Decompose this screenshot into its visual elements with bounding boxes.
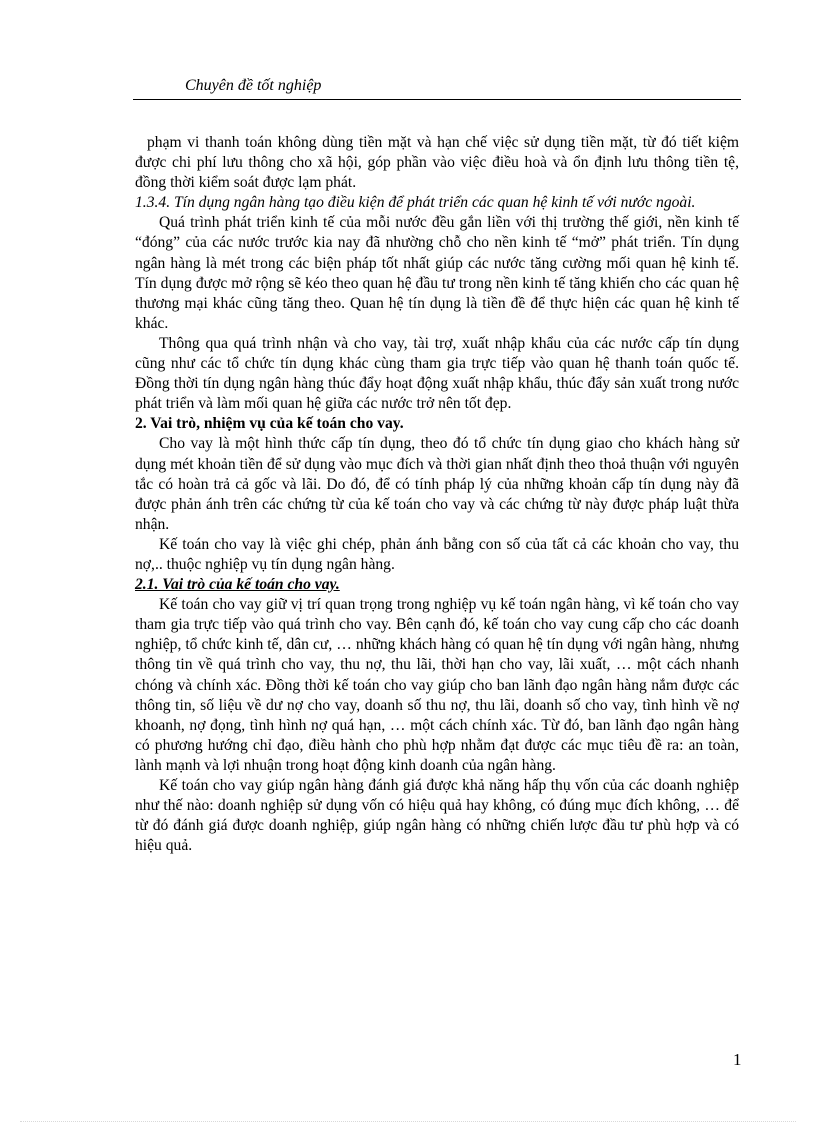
paragraph: Quá trình phát triển kinh tế của mỗi nước đều gắn liền với thị trường thế giới, nền kinh tế “đóng” của các nước trước kia nay đã nhường chỗ cho nền kinh tế “mở” phát triển. Tín dụng ngân hàng là mét trong các biện pháp tốt nhất giúp các nước tăng cường mối quan hệ kinh tế. Tín dụng được mở rộng sẽ kéo theo quan hệ đầu tư trong nền kinh tế tăng khiến cho các quan hệ thương mại khác cũng tăng theo. Quan hệ tín dụng là tiền đề để thực hiện các quan hệ kinh tế khác. <box>135 214 739 332</box>
page-number: 1 <box>733 1050 742 1069</box>
paragraph: Thông qua quá trình nhận và cho vay, tài trợ, xuất nhập khẩu của các nước cấp tín dụng cũng như các tổ chức tín dụng khác cùng tham gia trực tiếp vào quan hệ thanh toán quốc tế. Đồng thời tín dụng ngân hàng thúc đẩy hoạt động xuất nhập khẩu, thúc đẩy sản xuất trong nước phát triển và làm mối quan hệ giữa các nước trở nên tốt đẹp. <box>135 334 739 413</box>
paragraph: Kế toán cho vay giúp ngân hàng đánh giá được khả năng hấp thụ vốn của các doanh nghiệp như thế nào: doanh nghiệp sử dụng vốn có hiệu quả hay không, có đúng mục đích không, … để từ đó đánh giá được doanh nghiệp, giúp ngân hàng có những chiến lược đầu tư phù hợp và có hiệu quả. <box>135 777 739 855</box>
header-rule <box>133 99 741 100</box>
paragraph: Kế toán cho vay giữ vị trí quan trọng trong nghiệp vụ kế toán ngân hàng, vì kế toán cho vay tham gia trực tiếp vào quá trình cho vay. Bên cạnh đó, kế toán cho vay cung cấp cho các doanh nghiệp, tổ chức kinh tế, dân cư, … những khách hàng có quan hệ tín dụng với ngân hàng, nhưng thông tin về quá trình cho vay, thu nợ, thu lãi, thời hạn cho vay, lãi xuất, … một cách nhanh chóng và chính xác. Đồng thời kế toán cho vay giúp cho ban lãnh đạo ngân hàng nắm được các thông tin, số liệu về dư nợ cho vay, doanh số thu nợ, thu lãi, doanh số cho vay, tình hình về nợ khoanh, nợ đọng, tình hình nợ quá hạn, … một cách chính xác. Từ đó, ban lãnh đạo ngân hàng có phương hướng chỉ đạo, điều hành cho phù hợp nhằm đạt được các mục tiêu đề ra: an toàn, lành mạnh và lợi nhuận trong hoạt động kinh doanh của ngân hàng. <box>135 596 739 774</box>
body-text <box>135 133 739 856</box>
paragraph: Kế toán cho vay là việc ghi chép, phản ánh bằng con số của tất cả các khoản cho vay, thu nợ,.. thuộc nghiệp vụ tín dụng ngân hàng. <box>135 535 739 573</box>
paragraph: Cho vay là một hình thức cấp tín dụng, theo đó tổ chức tín dụng giao cho khách hàng sử dụng mét khoản tiền để sử dụng vào mục đích và thời gian nhất định theo thoả thuận với nguyên tắc có hoàn trả cả gốc và lãi. Do đó, để có tính pháp lý của những khoản cấp tín dụng này đã được phản ánh trên các chứng từ của kế toán cho vay và các chứng từ này được pháp luật thừa nhận. <box>135 435 739 533</box>
section-heading-2-1: 2.1. Vai trò của kế toán cho vay. <box>135 576 340 594</box>
section-heading-2: 2. Vai trò, nhiệm vụ của kế toán cho vay. <box>135 415 404 433</box>
footer-divider <box>20 1121 796 1122</box>
paragraph-continuation: phạm vi thanh toán không dùng tiền mặt và hạn chế việc sử dụng tiền mặt, từ đó tiết kiệm được chi phí lưu thông cho xã hội, góp phần vào việc điều hoà và ổn định lưu thông tiền tệ, đồng thời kiểm soát được lạm phát. <box>135 134 739 192</box>
running-header-title: Chuyên đề tốt nghiệp <box>185 77 322 94</box>
section-heading-1-3-4: 1.3.4. Tín dụng ngân hàng tạo điều kiện để phát triển các quan hệ kinh tế với nước ngoài. <box>135 194 696 212</box>
